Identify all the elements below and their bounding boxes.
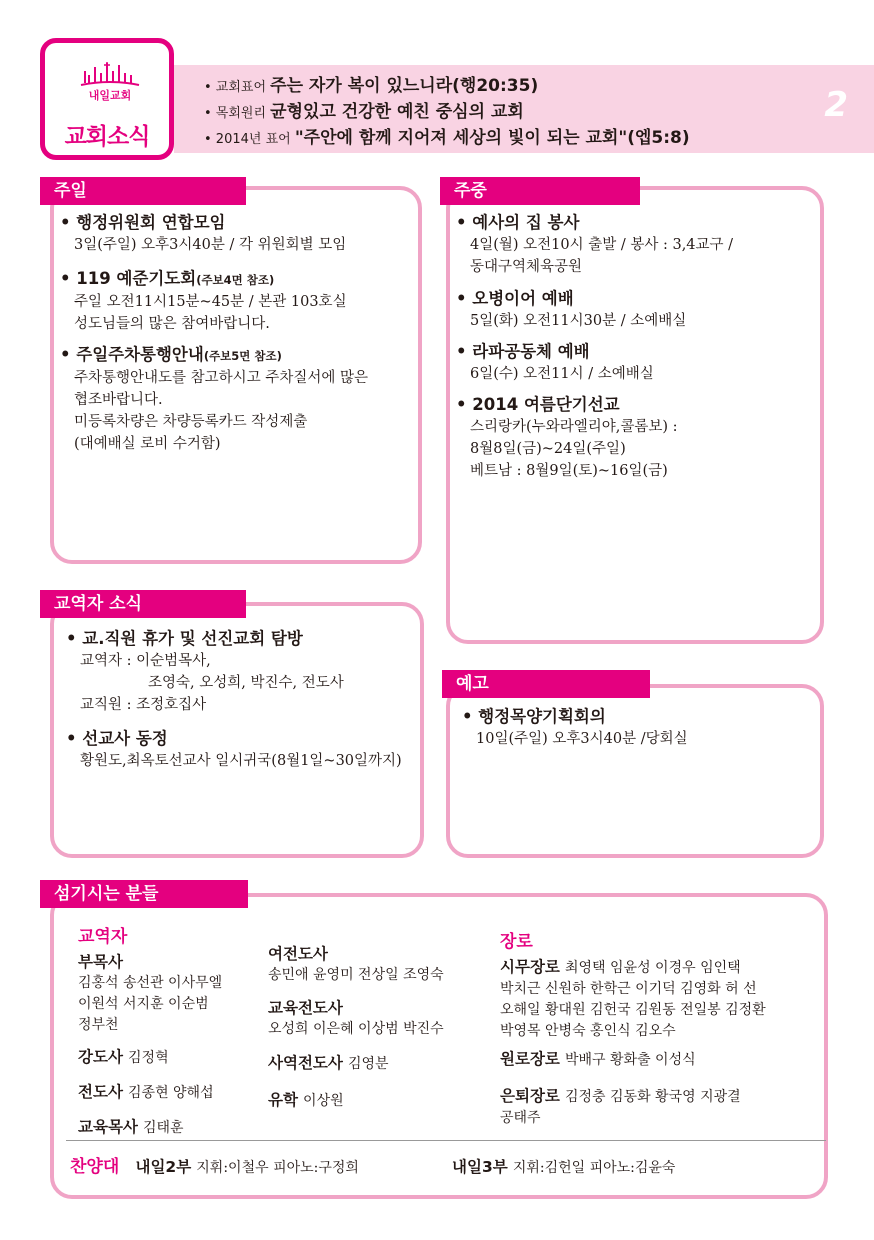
motto-line-1: • 교회표어 주는 자가 복이 있느니라(행20:35) — [204, 76, 539, 96]
names-line: 정부천 — [78, 1017, 119, 1033]
weekday-item-3 — [456, 341, 654, 385]
item-line: 5일(화) 오전11시30분 / 소예배실 — [470, 313, 687, 329]
item-line: 스리랑카(누와라엘리야,콜롬보) : — [470, 419, 678, 435]
staff-tag: 섬기시는 분들 — [40, 880, 248, 908]
weekday-item-4 — [456, 394, 678, 482]
names-line: 오해일 황대원 김헌국 김원동 전일봉 김정환 — [500, 1002, 766, 1018]
item-line: 베트남 : 8월9일(토)~16일(금) — [470, 463, 668, 479]
weekday-item-1 — [456, 212, 733, 278]
item-line: 10일(주일) 오후3시40분 /당회실 — [476, 731, 688, 747]
item-title: • 2014 여름단기선교 — [456, 395, 620, 414]
item-title: • 오병이어 예배 — [456, 289, 574, 308]
item-line: 교역자 : 이순범목사, — [80, 653, 211, 669]
motto-line-2: • 목회원리 균형있고 건강한 예친 중심의 교회 — [204, 102, 524, 122]
church-skyline-icon — [79, 59, 141, 103]
staff-row: 은퇴장로 김정충 김동화 황국영 지광결 — [500, 1087, 741, 1105]
staff-row: 교육목사 김태훈 — [78, 1118, 184, 1136]
choir-group-detail: 지휘:김헌일 피아노:김윤숙 — [512, 1160, 676, 1176]
choir-group-name: 내일3부 — [452, 1158, 508, 1176]
staff-col-2 — [268, 944, 444, 1112]
item-title: • 라파공동체 예배 — [456, 342, 590, 361]
sunday-item-1 — [60, 212, 346, 256]
staff-row: 유학 이상원 — [268, 1091, 344, 1109]
names-line: 공태주 — [500, 1110, 541, 1126]
names-line: 김홍석 송선관 이사무엘 — [78, 975, 223, 991]
choir-group-detail: 지휘:이철우 피아노:구정희 — [196, 1160, 359, 1176]
choir-label: 찬양대 — [70, 1157, 120, 1177]
item-line: 성도님들의 많은 참여바랍니다. — [74, 316, 270, 332]
notice-item-1 — [462, 706, 688, 750]
sunday-item-2 — [60, 268, 347, 335]
role-label: 부목사 — [78, 953, 123, 971]
item-line: 주일 오전11시15분~45분 / 본관 103호실 — [74, 294, 347, 310]
names-line: 송민애 윤영미 전상일 조영숙 — [268, 967, 444, 983]
sunday-tag: 주일 — [40, 177, 246, 205]
role-label: 교육전도사 — [268, 999, 343, 1017]
item-line: 4일(월) 오전10시 출발 / 봉사 : 3,4교구 / — [470, 237, 734, 253]
staff-row: 원로장로 박배구 황화출 이성식 — [500, 1050, 696, 1068]
weekday-item-2 — [456, 288, 686, 332]
elders-group-title: 장로 — [500, 932, 533, 952]
item-line: 3일(주일) 오후3시40분 / 각 위원회별 모임 — [74, 237, 347, 253]
staff-divider — [66, 1140, 826, 1141]
item-line: 교직원 : 조정호집사 — [80, 697, 207, 713]
logo-small-text: 내일교회 — [88, 89, 132, 102]
item-title: • 행정위원회 연합모임 — [60, 213, 226, 232]
item-line: 황원도,최옥토선교사 일시귀국(8월1일~30일까지) — [80, 753, 402, 769]
names-line: 박영목 안병숙 홍인식 김오수 — [500, 1023, 676, 1039]
names-line: 오성희 이은혜 이상범 박진수 — [268, 1021, 444, 1037]
staff-col-3 — [500, 956, 766, 1129]
staff-row: 사역전도사 김영분 — [268, 1054, 389, 1072]
clergy-news-tag: 교역자 소식 — [40, 590, 246, 618]
weekday-tag: 주중 — [440, 177, 640, 205]
names-line: 이원석 서지훈 이순범 — [78, 996, 209, 1012]
item-title: • 선교사 동정 — [66, 729, 168, 748]
sunday-item-3 — [60, 344, 368, 455]
role-label: 여전도사 — [268, 945, 328, 963]
clergy-item-2 — [66, 728, 402, 772]
item-line: 조영숙, 오성희, 박진수, 전도사 — [148, 675, 344, 691]
page-number: 2 — [824, 85, 848, 125]
item-line: 6일(수) 오전11시 / 소예배실 — [470, 366, 654, 382]
item-title: • 119 예준기도회(주보4면 참조) — [60, 269, 275, 288]
item-line: 동대구역체육공원 — [470, 259, 583, 275]
item-title: • 교.직원 휴가 및 선진교회 탐방 — [66, 629, 303, 648]
item-line: 주차통행안내도를 참고하시고 주차질서에 많은 — [74, 370, 368, 386]
item-line: (대예배실 로비 수거함) — [74, 436, 221, 452]
clergy-item-1 — [66, 628, 344, 716]
notice-tag: 예고 — [442, 670, 650, 698]
item-title: • 예사의 집 봉사 — [456, 213, 580, 232]
motto-line-3: • 2014년 표어 "주안에 함께 지어져 세상의 빛이 되는 교회"(엡5:8) — [204, 128, 690, 148]
choir-group-name: 내일2부 — [135, 1158, 192, 1176]
staff-row: 시무장로 최영택 임윤성 이경우 임인택 — [500, 958, 741, 976]
clergy-group-title: 교역자 — [78, 927, 128, 947]
item-line: 미등록차량은 차량등록카드 작성제출 — [74, 414, 308, 430]
motto-band — [174, 65, 874, 153]
staff-row: 강도사 김정혁 — [78, 1048, 169, 1066]
item-line: 협조바랍니다. — [74, 392, 163, 408]
item-title: • 행정목양기획회의 — [462, 707, 606, 726]
item-line: 8월8일(금)~24일(주일) — [470, 441, 626, 457]
staff-row: 전도사 김종현 양해섭 — [78, 1083, 214, 1101]
item-title: • 주일주차통행안내(주보5면 참조) — [60, 345, 282, 364]
church-logo-box — [40, 38, 174, 160]
choir-row — [70, 1156, 359, 1179]
names-line: 박치근 신원하 한학근 이기덕 김영화 허 선 — [500, 981, 757, 997]
choir-row-2 — [452, 1156, 675, 1179]
staff-col-1 — [78, 952, 222, 1139]
page-title: 교회소식 — [64, 124, 150, 150]
